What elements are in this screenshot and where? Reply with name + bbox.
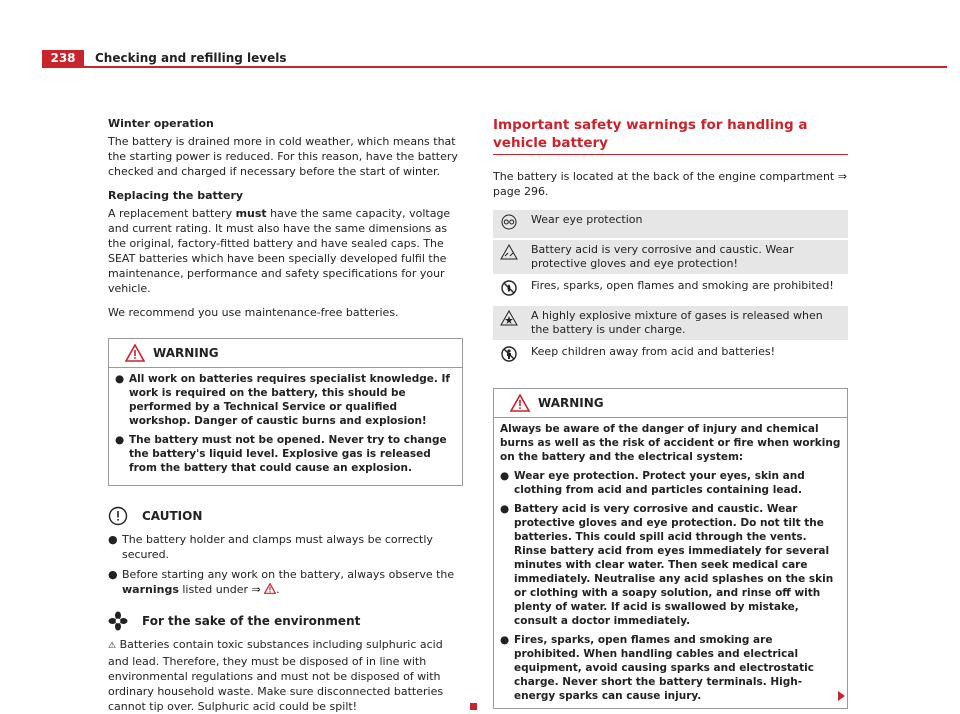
list-item: [115, 372, 456, 428]
replacing-text-part: have the same capacity, voltage and current rating. It must also have the same dimensions as the original, factory-fitted battery and have sealed caps. The SEAT batteries which have been specially developed fulfil the maintenance, performance and safety specifications for your vehicle.: [108, 207, 451, 295]
section-heading: Important safety warnings for handling a vehicle battery: [493, 116, 848, 155]
symbol-table: [493, 208, 848, 372]
warning-bullet-text: The battery must not be opened. Never try to change the battery's liquid level. Explosive gas is released from the battery that could cause an explosion.: [129, 434, 447, 474]
bullet: ●: [115, 373, 125, 385]
caution-header: [108, 506, 463, 526]
replacing-heading: Replacing the battery: [108, 189, 244, 202]
symbol-cell: [493, 342, 525, 370]
caution-bullet-text: Before starting any work on the battery, always observe the warnings listed under ⇒ .: [122, 568, 455, 596]
symbol-text: Keep children away from acid and batteries!: [531, 345, 776, 358]
warning-title: WARNING: [153, 346, 219, 360]
symbol-text: Fires, sparks, open flames and smoking are prohibited!: [531, 279, 834, 292]
caution-bullet-text: The battery holder and clamps must always be correctly secured.: [122, 533, 433, 561]
warning-bullet-text: Wear eye protection. Protect your eyes, skin and clothing from acid and particles containing lead.: [514, 470, 805, 496]
replacing-text-must: must: [235, 207, 267, 220]
keep-children-away-icon: [501, 346, 517, 362]
warning-header: [494, 389, 847, 418]
header-rule: [42, 66, 947, 68]
environment-text: [108, 637, 463, 714]
warning-body: [109, 368, 462, 485]
intro-text: The battery is located at the back of the engine compartment ⇒ page 296.: [493, 170, 847, 198]
warning-intro: Always be aware of the danger of injury and chemical burns as well as the risk of accident or fire when working on the battery and the electrical system:: [500, 423, 841, 463]
table-row: [493, 210, 848, 238]
list-item: [108, 532, 463, 562]
flower-icon: [108, 611, 128, 631]
replacing-text-part: A replacement battery: [108, 207, 236, 220]
page-title: Checking and refilling levels: [95, 51, 287, 65]
warning-box: [108, 338, 463, 486]
environment-text-body: Batteries contain toxic substances including sulphuric acid and lead. Therefore, they must be disposed of in line with environmental regulations and must not be disposed of with ordinary household waste. Make sure disconnected batteries cannot tip over. Sulphuric acid could be spilt!: [108, 638, 444, 713]
acid-corrosive-icon: [500, 244, 518, 260]
list-item: [500, 469, 841, 497]
replacing-text: [108, 206, 463, 296]
bullet: ●: [500, 634, 510, 646]
recommend-text: We recommend you use maintenance-free batteries.: [108, 306, 399, 319]
symbol-cell: [493, 306, 525, 340]
list-item: [108, 567, 463, 597]
environment-header: [108, 611, 463, 631]
bullet: ●: [115, 434, 125, 446]
bullet: ●: [108, 533, 118, 546]
warning-box: [493, 388, 848, 709]
explosive-gas-icon: [500, 310, 518, 326]
no-fire-icon: [501, 280, 517, 296]
warning-bullet-text: Fires, sparks, open flames and smoking are prohibited. When handling cables and electrical equipment, avoid causing sparks and electrostatic charge. Never short the battery terminals. High-energy sparks can cause injury.: [514, 634, 814, 702]
symbol-cell: [493, 240, 525, 274]
caution-circle-icon: [108, 506, 128, 526]
end-marker: [470, 703, 477, 710]
symbol-text: Wear eye protection: [525, 210, 848, 238]
environment-title: For the sake of the environment: [142, 614, 361, 628]
bullet: ●: [500, 503, 510, 515]
left-column: [108, 116, 463, 714]
eye-protection-icon: [501, 214, 517, 230]
bullet: ●: [500, 470, 510, 482]
table-row: [493, 342, 848, 370]
caution-title: CAUTION: [142, 509, 203, 523]
winter-text: The battery is drained more in cold weather, which means that the starting power is reduced. For this reason, have the battery checked and charged if necessary before the start of winter.: [108, 135, 458, 178]
winter-heading: Winter operation: [108, 117, 214, 130]
warning-triangle-icon[interactable]: [264, 583, 276, 594]
warning-body: [494, 418, 847, 708]
symbol-text: Battery acid is very corrosive and caustic. Wear protective gloves and eye protection!: [525, 240, 848, 274]
hazard-marker-icon: ⚠: [108, 641, 117, 651]
table-row: [493, 240, 848, 274]
list-item: [115, 433, 456, 475]
warning-header: [109, 339, 462, 368]
warning-triangle-icon: [510, 394, 530, 412]
list-item: [500, 633, 841, 703]
continue-arrow-icon: [838, 691, 845, 701]
caution-text-part: Before starting any work on the battery, always observe the: [122, 568, 455, 581]
table-row: [493, 306, 848, 340]
caution-text-part: listed under ⇒: [182, 583, 261, 596]
warning-triangle-icon: [125, 344, 145, 362]
warning-bullet-text: All work on batteries requires specialist knowledge. If work is required on the battery, this should be performed by a Technical Service or qualified workshop. Danger of caustic burns and explosion!: [129, 373, 450, 427]
list-item: [500, 502, 841, 628]
warnings-link[interactable]: warnings: [122, 583, 179, 596]
page-number: 238: [42, 50, 84, 67]
right-column: [493, 116, 848, 709]
warning-title: WARNING: [538, 396, 604, 410]
warning-bullet-text: Battery acid is very corrosive and caustic. Wear protective gloves and eye protection. Do not tilt the batteries. This could spill acid through the vents. Rinse battery acid from eyes immediately for several minutes with clear water. Then seek medical care immediately. Neutralise any acid splashes on the skin or clothing with a soapy solution, and rinse off with plenty of water. If acid is swallowed by mistake, consult a doctor immediately.: [514, 503, 834, 627]
symbol-cell: [493, 276, 525, 304]
symbol-cell: [493, 210, 525, 238]
symbol-text: A highly explosive mixture of gases is released when the battery is under charge.: [525, 306, 848, 340]
table-row: [493, 276, 848, 304]
bullet: ●: [108, 568, 118, 581]
